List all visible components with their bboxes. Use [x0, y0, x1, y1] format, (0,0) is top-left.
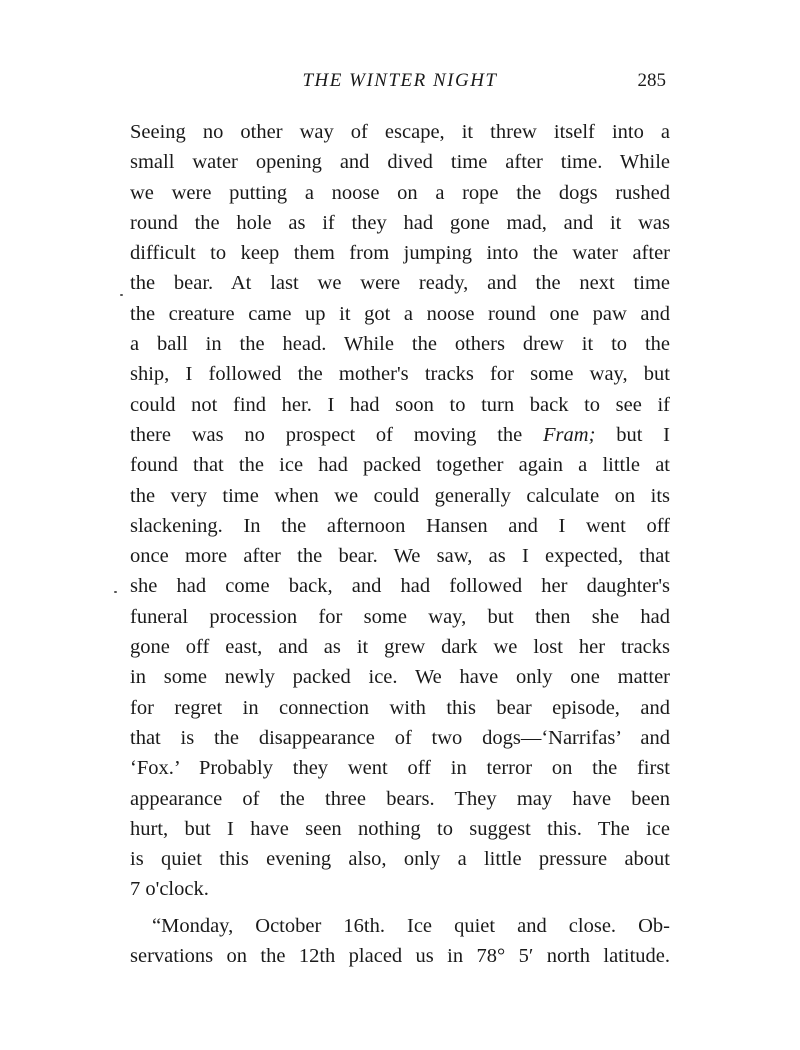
page-header — [130, 70, 670, 100]
text-line: we were putting a noose on a rope the dogs rushed — [130, 181, 670, 204]
body-text — [130, 117, 670, 971]
text-line: she had come back, and had followed her daughter's — [130, 575, 670, 598]
text-line: is quiet this evening also, only a little pressure about — [130, 848, 670, 871]
text-line: round the hole as if they had gone mad, and it was — [130, 211, 670, 234]
text-line: once more after the bear. We saw, as I expected, that — [130, 545, 670, 568]
text-line: funeral procession for some way, but then she had — [130, 605, 670, 628]
text-line: “Monday, October 16th. Ice quiet and close. Ob- — [152, 914, 670, 937]
text-line: ‘Fox.’ Probably they went off in terror on the first — [130, 757, 670, 780]
text-line: found that the ice had packed together again a little at — [130, 454, 670, 477]
page-number: 285 — [637, 70, 666, 91]
text-line: small water opening and dived time after time. While — [130, 151, 670, 174]
text-line: in some newly packed ice. We have only one matter — [130, 666, 670, 689]
text-line: Seeing no other way of escape, it threw itself into a — [130, 121, 670, 143]
text-line: there was no prospect of moving the Fram; but I — [130, 423, 670, 446]
text-line: for regret in connection with this bear episode, and — [130, 696, 670, 719]
text-line: slackening. In the afternoon Hansen and I went off — [130, 514, 670, 537]
text-line: the very time when we could generally calculate on its — [130, 484, 670, 507]
text-line: servations on the 12th placed us in 78° 5′ north latitude. — [130, 945, 670, 968]
text-line: that is the disappearance of two dogs—‘Narrifas’ and — [130, 726, 670, 749]
text-line: hurt, but I have seen nothing to suggest this. The ice — [130, 817, 670, 840]
ship-name-italic: Fram; — [543, 423, 596, 446]
text-line: a ball in the head. While the others drew it to the — [130, 333, 670, 356]
running-title: THE WINTER NIGHT — [302, 70, 498, 91]
text-line: ship, I followed the mother's tracks for some way, but — [130, 363, 670, 386]
text-line: the bear. At last we were ready, and the next time — [130, 272, 670, 295]
text-line: the creature came up it got a noose round one paw and — [130, 302, 670, 325]
text-line: could not find her. I had soon to turn back to see if — [130, 393, 670, 416]
text-line: appearance of the three bears. They may have been — [130, 787, 670, 810]
text-line: difficult to keep them from jumping into the water after — [130, 242, 670, 265]
print-speck — [114, 591, 117, 593]
text-line: 7 o'clock. — [130, 878, 209, 901]
print-speck — [120, 294, 123, 296]
text-line: gone off east, and as it grew dark we lost her tracks — [130, 636, 670, 659]
